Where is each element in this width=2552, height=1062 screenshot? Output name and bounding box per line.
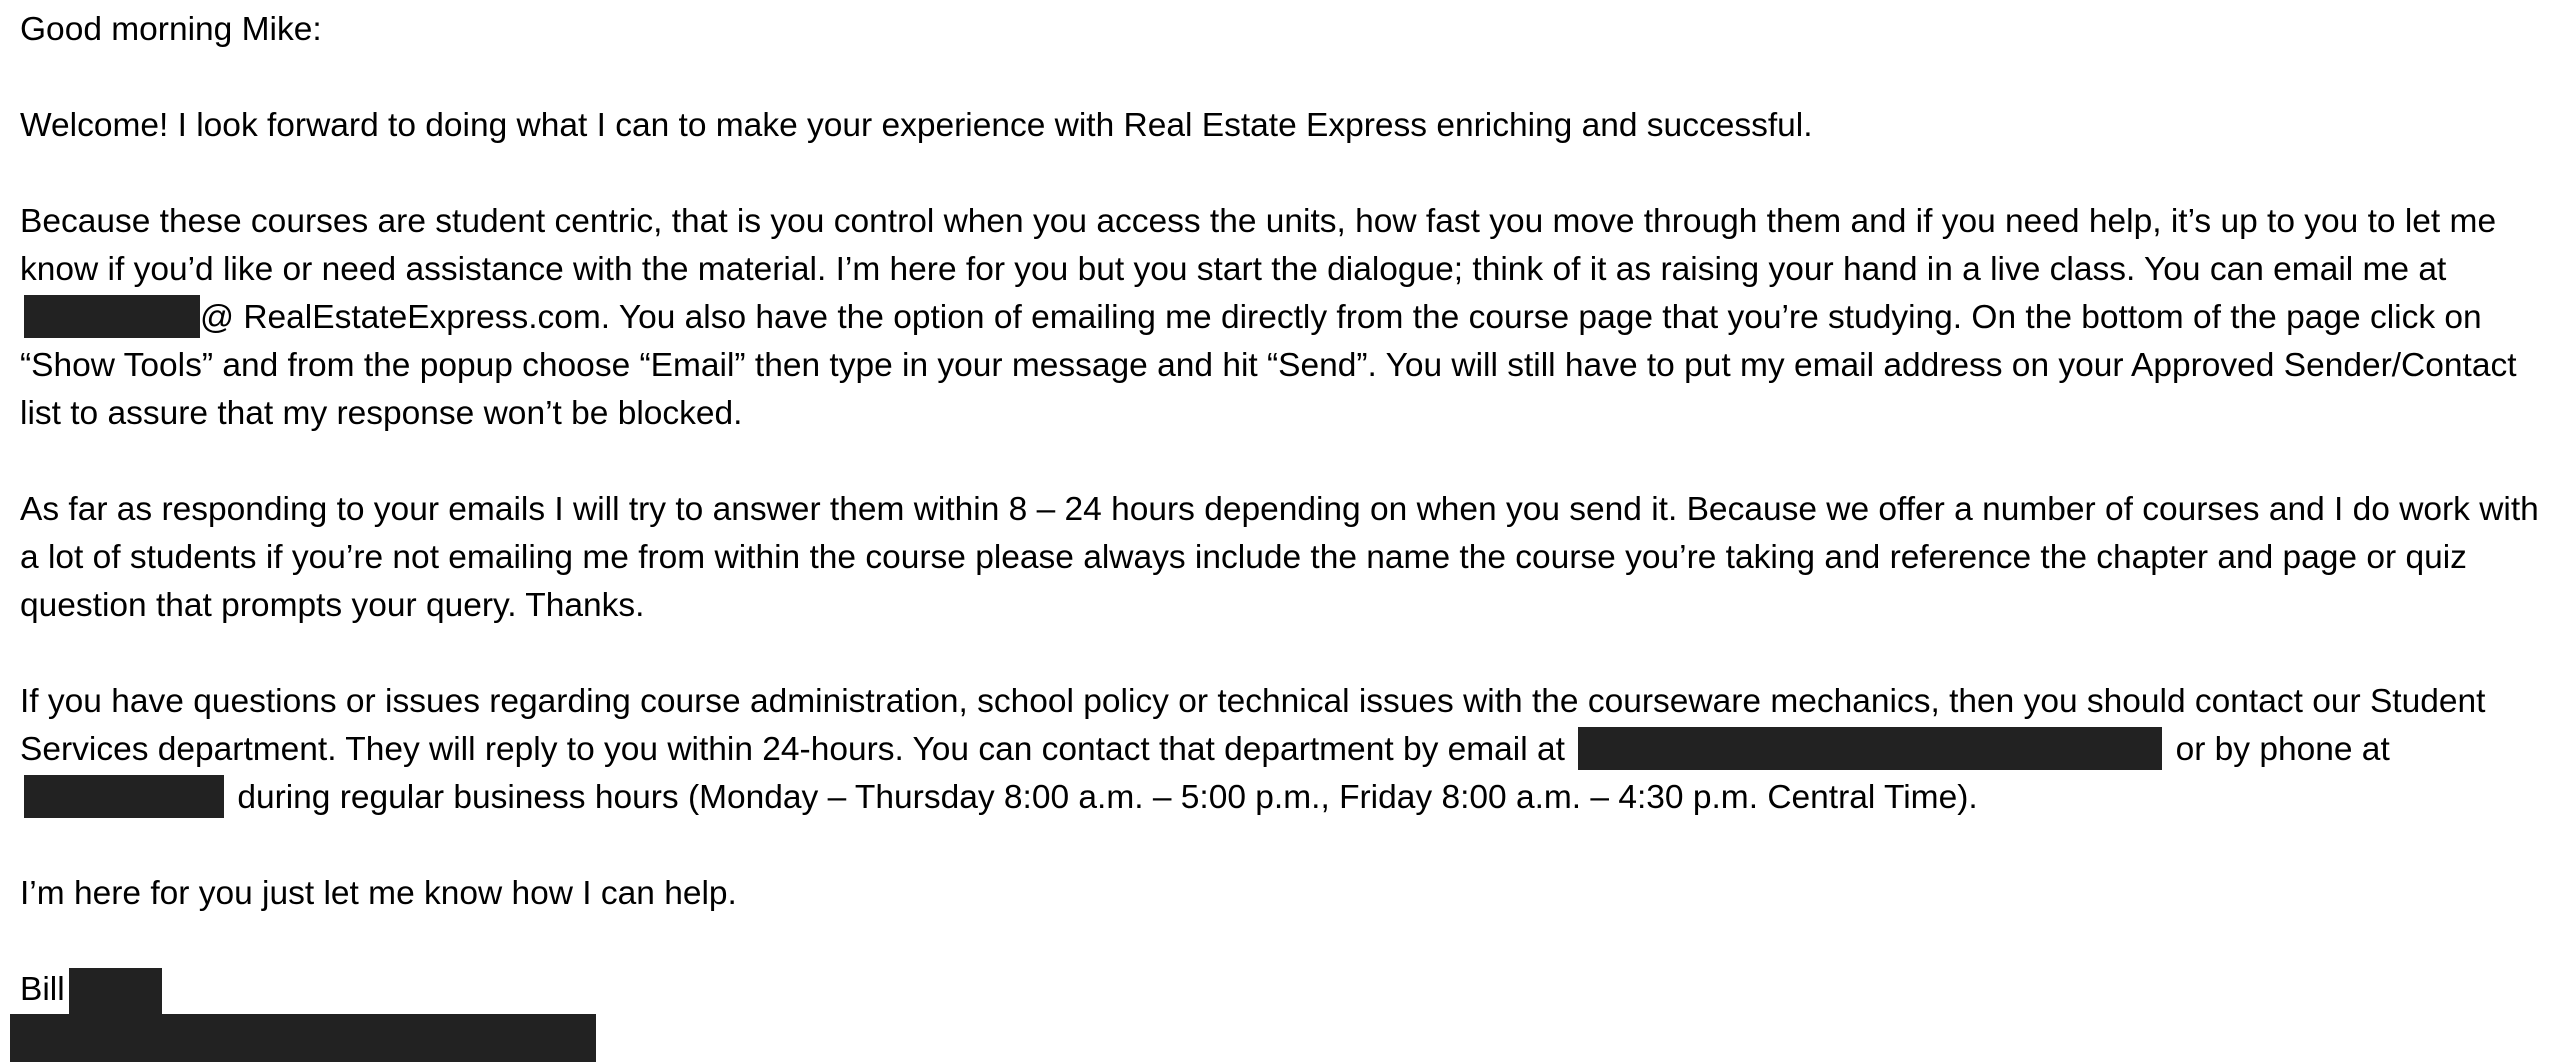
student-services-text-3: during regular business hours (Monday – Thursday 8:00 a.m. – 5:00 p.m., Friday 8:00 a.m. – 4:30 p.m. Central Time). (237, 779, 1978, 816)
contact-instructor-paragraph (20, 198, 2550, 438)
student-services-text-2: or by phone at (2175, 731, 2390, 768)
greeting: Good morning Mike: (20, 11, 322, 48)
contact-instructor-text-1: Because these courses are student centric, that is you control when you access the units, how fast you move through them and if you need help, it’s up to you to let me know if you’d like or need assistance with the material. I’m here for you but you start the dialogue; think of it as raising your hand in a live class. You can email me at (20, 203, 2497, 288)
redacted-signature-block (10, 1014, 596, 1062)
redacted-email-username (24, 295, 200, 338)
welcome-paragraph: Welcome! I look forward to doing what I can to make your experience with Real Estate Express enriching and successful. (20, 107, 1813, 144)
contact-instructor-text-2: RealEstateExpress.com. You also have the option of emailing me directly from the course page that you’re studying. On the bottom of the page click on “Show Tools” and from the popup choose “Email” then type in your message and hit “Send”. You will still have to put my email address on your Approved Sender/Contact list to assure that my response won’t be blocked. (20, 299, 2517, 432)
response-time-paragraph: As far as responding to your emails I will try to answer them within 8 – 24 hours depending on when you send it. Because we offer a number of courses and I do work with a lot of students if you’re not emailing me from within the course please always include the name the course you’re taking and reference the chapter and page or quiz question that prompts your query. Thanks. (20, 491, 2539, 624)
student-services-text-1: If you have questions or issues regarding course administration, school policy or technical issues with the courseware mechanics, then you should contact our Student Services department. They will reply to you within 24-hours. You can contact that department by email at (20, 683, 2486, 768)
redacted-services-email (1578, 727, 2162, 770)
signature-first-name: Bill (20, 971, 65, 1008)
signature-name (20, 966, 2550, 1014)
at-sign: @ (200, 299, 235, 336)
email-body (20, 6, 2550, 1014)
redacted-last-name (69, 968, 162, 1014)
student-services-paragraph (20, 678, 2550, 822)
closing-line: I’m here for you just let me know how I can help. (20, 875, 737, 912)
redacted-services-phone (24, 775, 224, 818)
